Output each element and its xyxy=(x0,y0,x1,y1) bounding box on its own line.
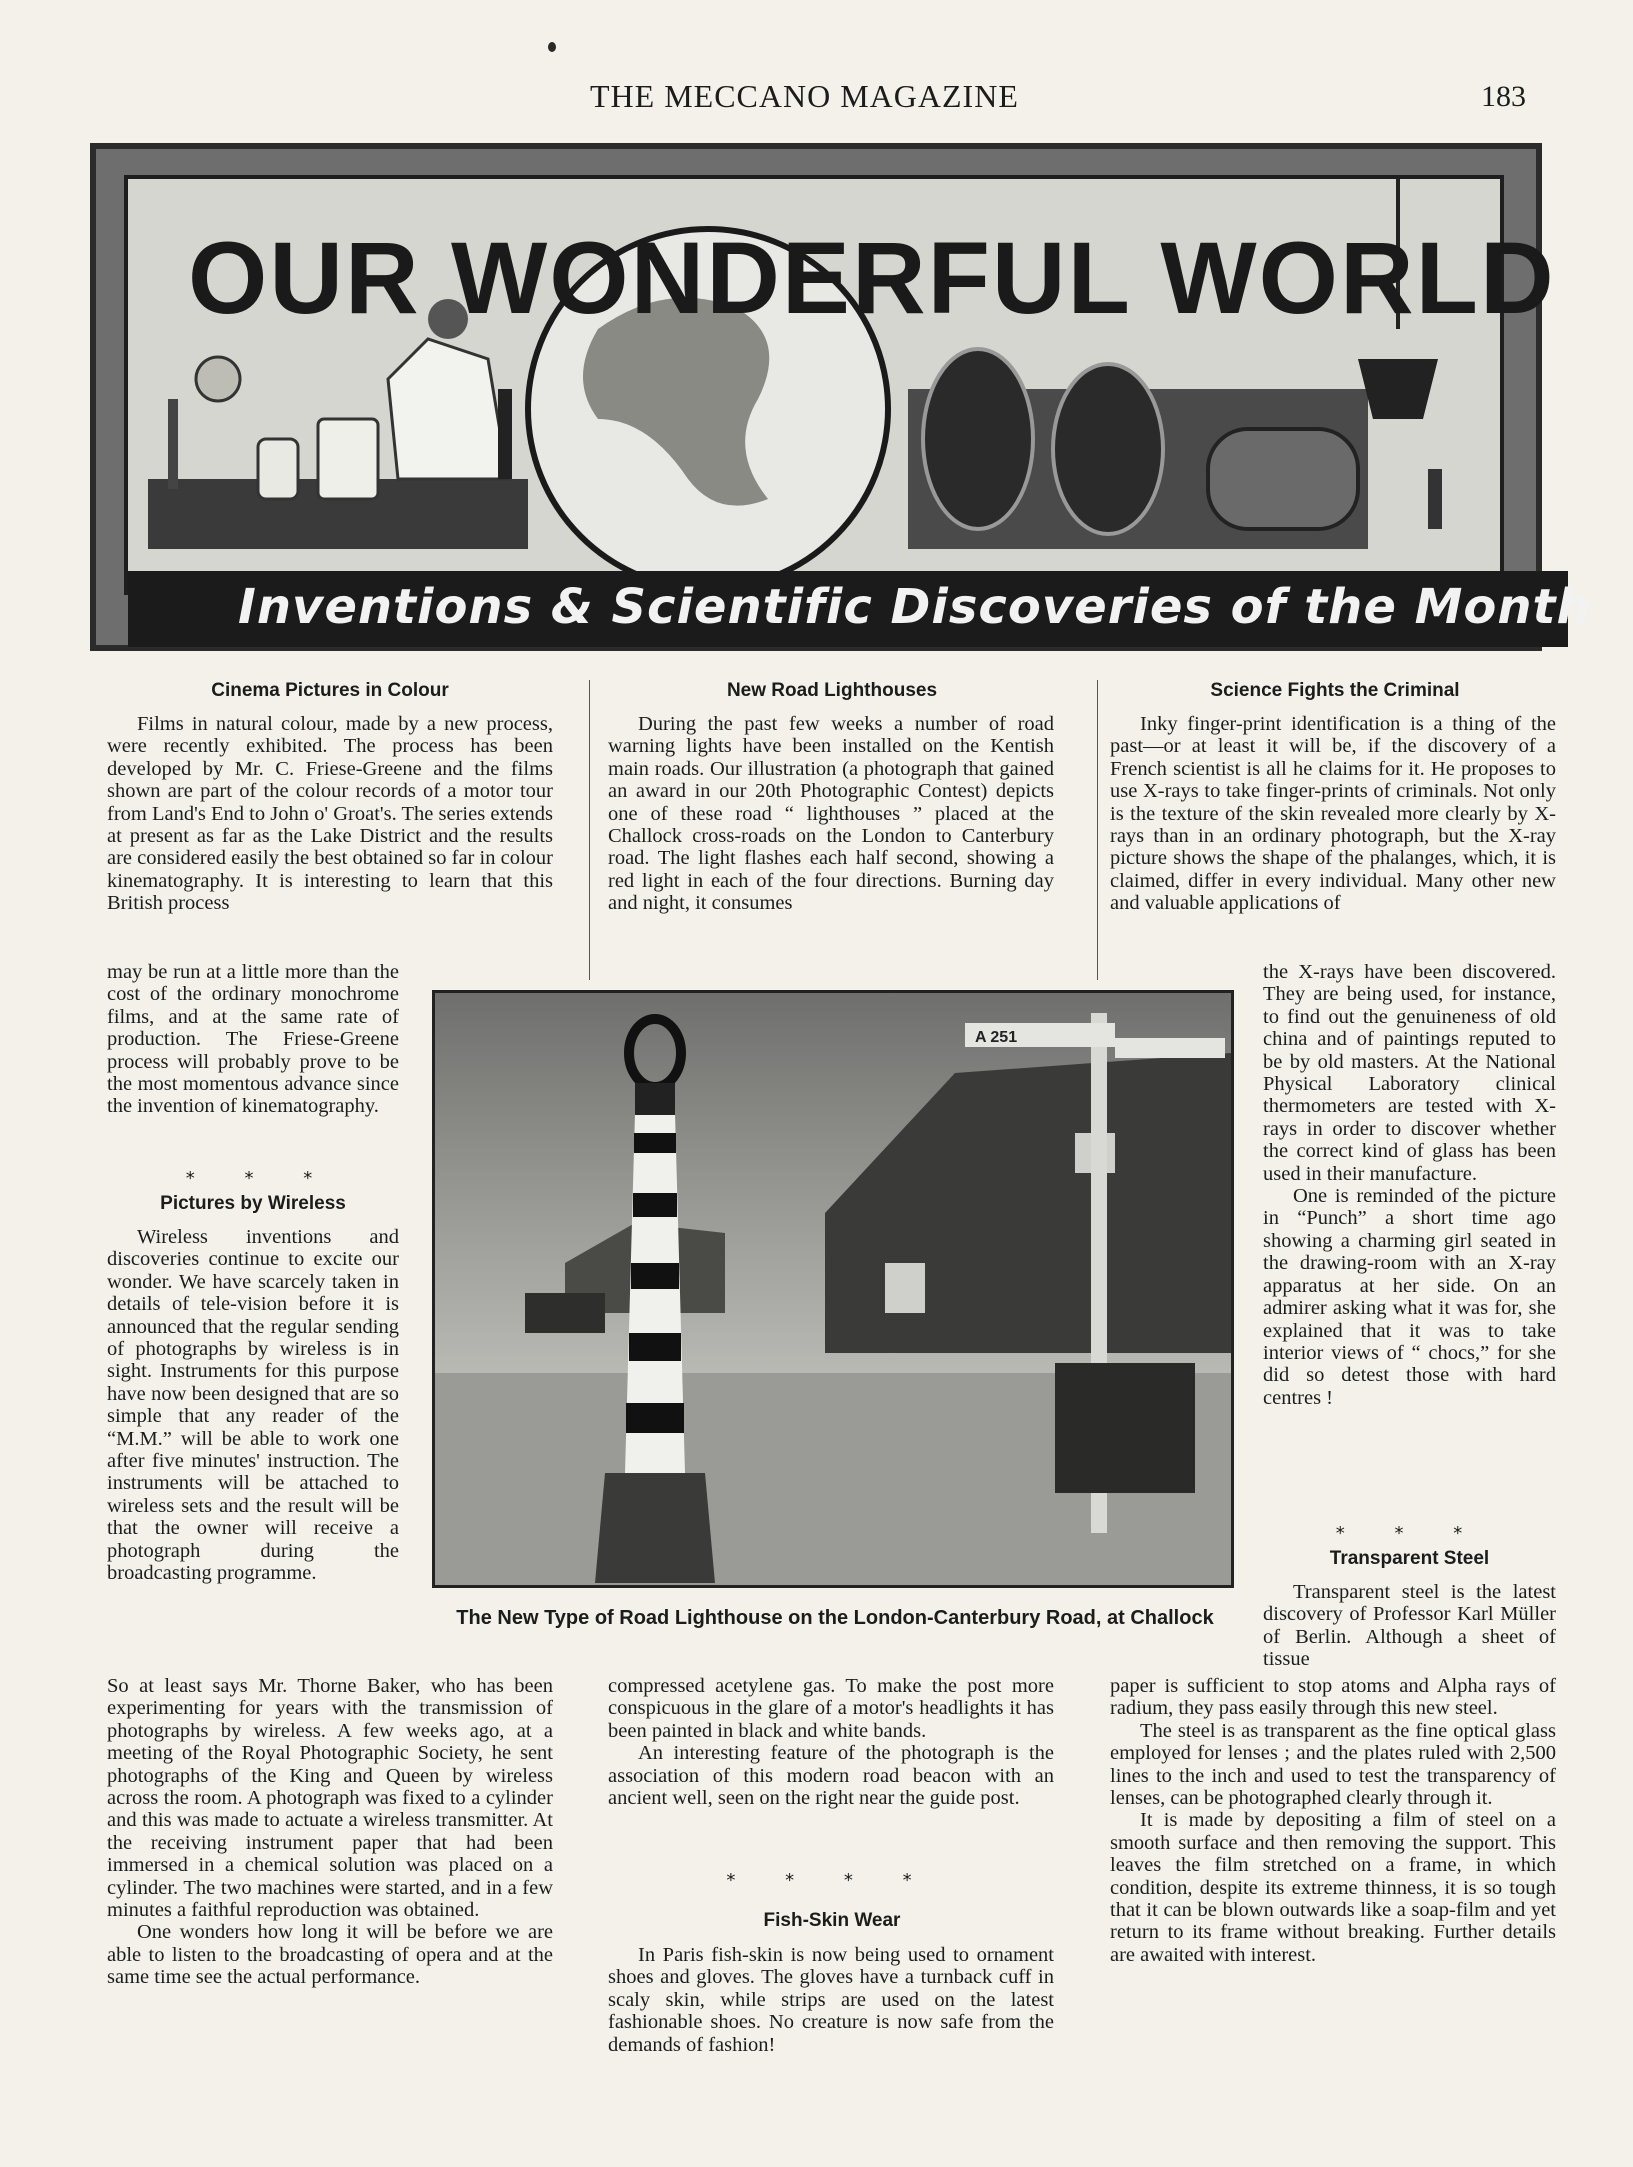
heading-cinema: Cinema Pictures in Colour xyxy=(211,680,449,701)
car-icon xyxy=(525,1293,605,1333)
ancient-well-icon xyxy=(1055,1363,1195,1493)
page-number: 183 xyxy=(1481,80,1526,113)
heading-wireless: Pictures by Wireless xyxy=(160,1193,346,1214)
column-rule-right xyxy=(1097,680,1098,980)
lighthouses-text-bottom: compressed acetylene gas. To make the post more conspicuous in the glare of a motor's headlights it has been painted in black and white bands. An interesting feature of the photograph is the association of this modern road beacon with an ancient well, seen on the right near the guide post. xyxy=(608,1675,1054,1810)
running-head: THE MECCANO MAGAZINE xyxy=(590,78,1019,114)
heading-criminal: Science Fights the Criminal xyxy=(1210,680,1460,701)
steel-text-wide: paper is sufficient to stop atoms and Alpha rays of radium, they pass easily through this new steel. The steel is as transparent as the fine optical glass employed for lenses ; and the plates ruled with 2,500 lines to the inch and used to test the transparency of lenses, can be photographed clearly through it. It is made by depositing a film of steel on a smooth surface and then removing the support. This leaves the film stretched on a frame, in which condition, despite its extreme thinness, it is so tough that it can be blown outwards like a soap-film and yet return to its frame without breaking. Further details are awaited with interest. xyxy=(1110,1675,1556,1966)
cinema-text-narrow: may be run at a little more than the cost of the ordinary monochrome films, and at the same rate of production. The Friese-Greene process will probably prove to be the most momentous advance since the invention of kinematography. xyxy=(107,961,399,1118)
banner-panel xyxy=(124,175,1592,635)
heading-lighthouses: New Road Lighthouses xyxy=(726,680,938,701)
steel-text-narrow: Transparent steel is the latest discovery of Professor Karl Müller of Berlin. Although a sheet of tissue xyxy=(1263,1581,1556,1671)
cinema-text-wide: Films in natural colour, made by a new process, were recently exhibited. The process has been developed by Mr. C. Friese-Greene and the films shown are part of the colour records of a motor tour from Land's End to John o' Groat's. The series extends at present as far as the Lake District and the results are considered easily the best obtained so far in colour kinematography. It is interesting to learn that this British process xyxy=(107,713,553,915)
heading-fish-skin: Fish-Skin Wear xyxy=(763,1910,901,1931)
lighthouses-text-top: During the past few weeks a number of road warning lights have been installed on the Kentish main roads. Our illustration (a photograph that gained an award in our 20th Photographic Contest) depicts one of these road “ lighthouses ” placed at the Challock cross-roads on the London to Canterbury road. The light flashes each half second, showing a red light in each of the four directions. Burning day and night, it consumes xyxy=(608,713,1054,915)
fish-skin-text: In Paris fish-skin is now being used to ornament shoes and gloves. The gloves have a turnback cuff in scaly skin, while strips are used on the latest fashionable shoes. No creature is now safe from the demands of fashion! xyxy=(608,1944,1054,2056)
wireless-text-narrow: Wireless inventions and discoveries continue to excite our wonder. We have scarcely taken in details of tele-vision before it is announced that the regular sending of photographs by wireless is in sight. Instruments for this purpose have now been designed that are so simple that any reader of the “M.M.” will be able to work one after five minutes' instruction. The instruments will be attached to wireless sets and the result will be that the owner will receive a photograph during the broadcasting programme. xyxy=(107,1226,399,1585)
wireless-text-wide: So at least says Mr. Thorne Baker, who has been experimenting for years with the transmission of photographs by wireless. A few weeks ago, at a meeting of the Royal Photographic Society, he sent photographs of the King and Queen by wireless across the room. A photograph was fixed to a cylinder and this was made to actuate a wireless transmitter. At the receiving instrument paper that had been immersed in a chemical solution was placed on a cylinder. The two machines were started, and in a few minutes a faithful reproduction was obtained. One wonders how long it will be before we are able to listen to the broadcasting of opera and at the same time see the actual performance. xyxy=(107,1675,553,1989)
column-rule-left xyxy=(589,680,590,980)
ink-dot xyxy=(548,42,556,52)
criminal-text-wide: Inky finger-print identification is a thing of the past—or at least it will be, if the discovery of a French scientist is all he claims for it. He proposes to use X-rays to take finger-prints of criminals. Not only is the texture of the skin revealed more clearly by X-rays than in an ordinary photograph, but the X-ray picture shows the shape of the phalanges, which, it is claimed, differ in every individual. Many other new and valuable applications of xyxy=(1110,713,1556,915)
stars-col2: * * * * xyxy=(726,1870,934,1891)
photograph-road-lighthouse xyxy=(432,990,1234,1588)
stars-col1: * * * xyxy=(185,1168,335,1189)
banner-subtitle: Inventions & Scientific Discoveries of the Month xyxy=(238,579,1592,635)
road-sign-label: A 251 xyxy=(975,1029,1018,1046)
heading-transparent-steel: Transparent Steel xyxy=(1329,1548,1490,1569)
stars-col3: * * * xyxy=(1335,1523,1485,1544)
banner-title: OUR WONDERFUL WORLD xyxy=(188,221,1556,335)
road-lighthouse-photo xyxy=(435,993,1231,1585)
photo-caption: The New Type of Road Lighthouse on the London-Canterbury Road, at Challock xyxy=(456,1607,1214,1629)
criminal-text-narrow: the X-rays have been discovered. They are being used, for instance, to find out the genuineness of old china and of paintings reputed to be by old masters. At the National Physical Laboratory clinical thermometers are tested with X-rays in order to discover whether the correct kind of glass has been used in their manufacture. One is reminded of the picture in “Punch” a short time ago showing a charming girl seated in the drawing-room with an X-ray apparatus at her side. On an admirer asking what it was for, she explained that it was to take interior views of “ chocs,” for she did so detest those with hard centres ! xyxy=(1263,961,1556,1409)
banner xyxy=(90,143,1592,651)
